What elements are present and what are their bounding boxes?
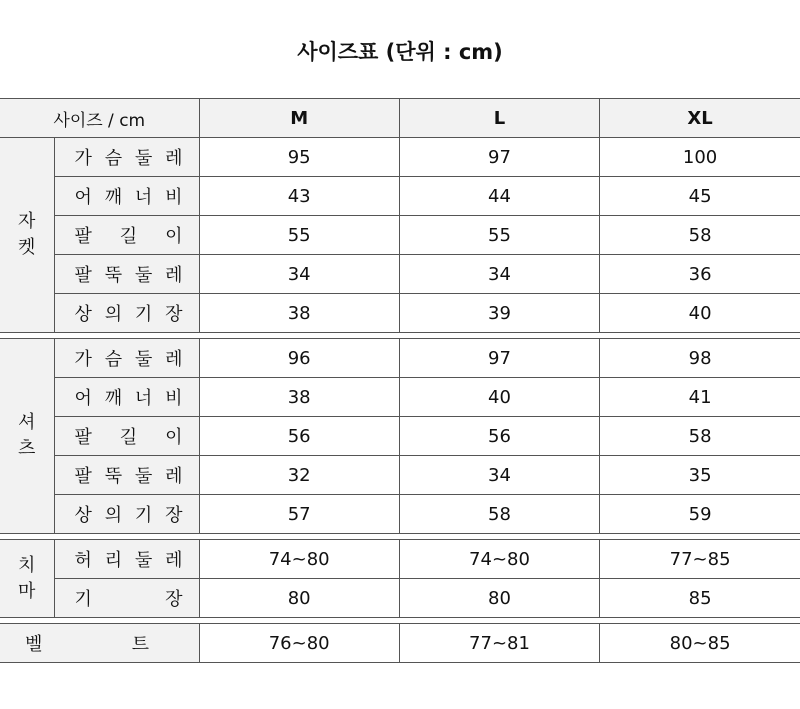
measure-label-text (75, 144, 183, 170)
label-char: 상 (74, 505, 92, 526)
value-cell: 45 (600, 177, 800, 216)
label-char: 너 (134, 388, 153, 409)
section-label (0, 138, 54, 333)
section-char: 치 (18, 554, 36, 576)
value-cell: 97 (399, 339, 599, 378)
value-cell: 34 (399, 456, 599, 495)
label-char: 레 (165, 466, 183, 487)
measure-label-text (75, 261, 183, 287)
label-char: 기 (134, 505, 153, 526)
label-char: 어 (74, 388, 92, 409)
size-table (0, 98, 800, 663)
measure-label (54, 417, 199, 456)
table-row (0, 579, 800, 618)
belt-label (0, 624, 199, 663)
measure-label (54, 495, 199, 534)
value-cell: 58 (600, 216, 800, 255)
value-cell: 77~85 (600, 540, 800, 579)
label-char: 둘 (134, 550, 153, 571)
measure-label-text (75, 462, 183, 488)
label-char: 뚝 (104, 466, 123, 487)
label-char: 레 (165, 550, 183, 571)
value-cell: 38 (199, 294, 399, 333)
table-row (0, 495, 800, 534)
label-char: 레 (165, 148, 183, 169)
value-cell: 74~80 (399, 540, 599, 579)
value-cell: 44 (399, 177, 599, 216)
measure-label (54, 216, 199, 255)
label-char: 트 (131, 634, 149, 655)
size-header-xl: XL (600, 99, 800, 138)
label-char: 팔 (74, 427, 92, 448)
value-cell: 36 (600, 255, 800, 294)
header-row (0, 99, 800, 138)
value-cell: 96 (199, 339, 399, 378)
value-cell: 98 (600, 339, 800, 378)
label-char: 의 (104, 304, 123, 325)
value-cell: 55 (399, 216, 599, 255)
value-cell: 76~80 (199, 624, 399, 663)
value-cell: 38 (199, 378, 399, 417)
label-char: 팔 (74, 265, 92, 286)
size-table-container (0, 98, 800, 663)
table-row (0, 294, 800, 333)
size-header-l: L (399, 99, 599, 138)
measure-label-text (75, 423, 183, 449)
label-char: 깨 (104, 187, 123, 208)
label-char: 둘 (134, 349, 153, 370)
label-char: 기 (134, 304, 153, 325)
value-cell: 58 (399, 495, 599, 534)
measure-label-text (75, 345, 183, 371)
value-cell: 97 (399, 138, 599, 177)
label-char: 허 (74, 550, 92, 571)
label-char: 길 (119, 427, 138, 448)
value-cell: 80 (199, 579, 399, 618)
page-title: 사이즈표 (단위 : cm) (297, 40, 503, 64)
table-row (0, 540, 800, 579)
value-cell: 59 (600, 495, 800, 534)
measure-label (54, 579, 199, 618)
table-row (0, 378, 800, 417)
table-row (0, 456, 800, 495)
belt-row (0, 624, 800, 663)
label-char: 슴 (104, 349, 123, 370)
table-row (0, 216, 800, 255)
label-char: 둘 (134, 148, 153, 169)
label-char: 이 (165, 427, 183, 448)
value-cell: 58 (600, 417, 800, 456)
label-char: 비 (165, 388, 183, 409)
label-char: 기 (74, 589, 92, 610)
label-char: 뚝 (104, 265, 123, 286)
value-cell: 74~80 (199, 540, 399, 579)
belt-label-text (25, 630, 149, 656)
value-cell: 34 (399, 255, 599, 294)
measure-label (54, 378, 199, 417)
table-row (0, 138, 800, 177)
label-char: 리 (104, 550, 123, 571)
table-row (0, 255, 800, 294)
measure-label (54, 339, 199, 378)
value-cell: 100 (600, 138, 800, 177)
value-cell: 56 (399, 417, 599, 456)
measure-label (54, 255, 199, 294)
label-char: 비 (165, 187, 183, 208)
label-char: 슴 (104, 148, 123, 169)
section-char: 켓 (18, 237, 36, 258)
value-cell: 55 (199, 216, 399, 255)
measure-label-text (75, 183, 183, 209)
value-cell: 56 (199, 417, 399, 456)
section-char: 마 (18, 580, 36, 602)
value-cell: 57 (199, 495, 399, 534)
value-cell: 34 (199, 255, 399, 294)
value-cell: 85 (600, 579, 800, 618)
section-char: 셔 (18, 412, 36, 433)
label-char: 팔 (74, 226, 92, 247)
label-char: 어 (74, 187, 92, 208)
label-char: 레 (165, 349, 183, 370)
measure-label-text (75, 222, 183, 248)
measure-label (54, 177, 199, 216)
value-cell: 40 (399, 378, 599, 417)
label-char: 장 (165, 589, 183, 610)
label-char: 의 (104, 505, 123, 526)
value-cell: 80~85 (600, 624, 800, 663)
measure-label-text (75, 501, 183, 527)
label-char: 가 (74, 148, 92, 169)
label-char: 상 (74, 304, 92, 325)
value-cell: 80 (399, 579, 599, 618)
table-row (0, 339, 800, 378)
measure-label-text (75, 585, 183, 611)
section-label (0, 339, 54, 534)
label-char: 장 (165, 505, 183, 526)
value-cell: 43 (199, 177, 399, 216)
measure-label (54, 456, 199, 495)
label-char: 둘 (134, 466, 153, 487)
value-cell: 35 (600, 456, 800, 495)
label-char: 길 (119, 226, 138, 247)
measure-label (54, 138, 199, 177)
value-cell: 32 (199, 456, 399, 495)
table-row (0, 177, 800, 216)
size-table-body (0, 99, 800, 663)
label-char: 벨 (25, 634, 43, 655)
label-char: 너 (134, 187, 153, 208)
label-char: 이 (165, 226, 183, 247)
value-cell: 95 (199, 138, 399, 177)
label-char: 둘 (134, 265, 153, 286)
section-label (0, 540, 54, 618)
label-char: 깨 (104, 388, 123, 409)
corner-header: 사이즈 / cm (0, 99, 199, 138)
section-char: 자 (18, 211, 36, 232)
measure-label-text (75, 384, 183, 410)
measure-label (54, 540, 199, 579)
value-cell: 77~81 (399, 624, 599, 663)
label-char: 가 (74, 349, 92, 370)
section-char: 츠 (18, 438, 36, 459)
value-cell: 39 (399, 294, 599, 333)
table-row (0, 417, 800, 456)
measure-label-text (75, 300, 183, 326)
label-char: 장 (165, 304, 183, 325)
label-char: 팔 (74, 466, 92, 487)
label-char: 레 (165, 265, 183, 286)
size-header-m: M (199, 99, 399, 138)
value-cell: 41 (600, 378, 800, 417)
value-cell: 40 (600, 294, 800, 333)
measure-label (54, 294, 199, 333)
measure-label-text (75, 546, 183, 572)
